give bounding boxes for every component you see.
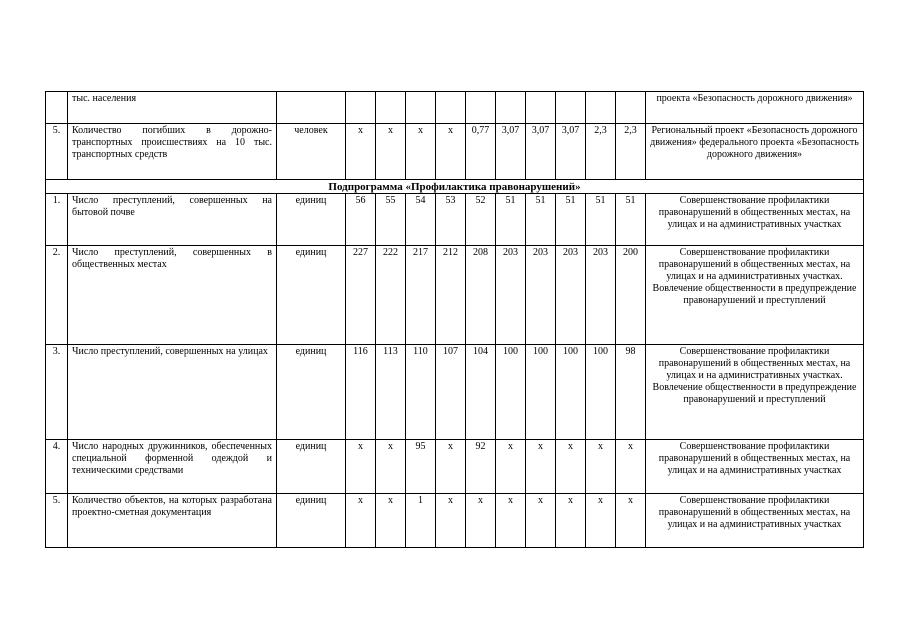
value-cell: х xyxy=(496,440,526,494)
value-cell: 203 xyxy=(586,246,616,345)
indicator-name-cell: Количество объектов, на которых разработана проектно-сметная документация xyxy=(68,494,277,548)
source-cell: Совершенствование профилактики правонарушений в общественных местах, на улицах и на административных участках. Вовлечение общественности в предупреждение правонарушений и преступлений xyxy=(646,246,864,345)
row-number-cell: 1. xyxy=(46,194,68,246)
row-number-cell: 5. xyxy=(46,124,68,180)
value-cell: 222 xyxy=(376,246,406,345)
value-cell xyxy=(526,92,556,124)
value-cell: х xyxy=(376,124,406,180)
indicator-name-cell: тыс. населения xyxy=(68,92,277,124)
value-cell: 113 xyxy=(376,345,406,440)
value-cell: х xyxy=(556,494,586,548)
value-cell: х xyxy=(466,494,496,548)
unit-cell: единиц xyxy=(277,246,346,345)
value-cell: 227 xyxy=(346,246,376,345)
value-cell: 107 xyxy=(436,345,466,440)
value-cell: х xyxy=(616,494,646,548)
value-cell: 217 xyxy=(406,246,436,345)
value-cell: 2,3 xyxy=(586,124,616,180)
value-cell xyxy=(346,92,376,124)
value-cell: 200 xyxy=(616,246,646,345)
value-cell xyxy=(406,92,436,124)
indicators-table xyxy=(45,91,864,548)
value-cell: х xyxy=(436,124,466,180)
value-cell: х xyxy=(376,494,406,548)
table-row xyxy=(46,194,864,246)
value-cell: 203 xyxy=(526,246,556,345)
value-cell: 100 xyxy=(526,345,556,440)
value-cell: 116 xyxy=(346,345,376,440)
value-cell: х xyxy=(376,440,406,494)
value-cell: 51 xyxy=(526,194,556,246)
value-cell: 55 xyxy=(376,194,406,246)
row-number-cell: 4. xyxy=(46,440,68,494)
value-cell: х xyxy=(526,440,556,494)
value-cell: х xyxy=(436,494,466,548)
table-row xyxy=(46,345,864,440)
value-cell: 203 xyxy=(496,246,526,345)
value-cell: 54 xyxy=(406,194,436,246)
table-row xyxy=(46,246,864,345)
value-cell: 98 xyxy=(616,345,646,440)
value-cell xyxy=(586,92,616,124)
section-header-row xyxy=(46,180,864,194)
value-cell: х xyxy=(556,440,586,494)
value-cell: 51 xyxy=(496,194,526,246)
table-row xyxy=(46,124,864,180)
value-cell: 100 xyxy=(556,345,586,440)
row-number-cell: 2. xyxy=(46,246,68,345)
value-cell xyxy=(556,92,586,124)
value-cell: 100 xyxy=(586,345,616,440)
table-body xyxy=(46,92,864,548)
unit-cell: единиц xyxy=(277,494,346,548)
value-cell: 2,3 xyxy=(616,124,646,180)
value-cell: 92 xyxy=(466,440,496,494)
value-cell: х xyxy=(526,494,556,548)
value-cell xyxy=(466,92,496,124)
indicator-name-cell: Количество погибших в дорожно-транспортных происшествиях на 10 тыс. транспортных средств xyxy=(68,124,277,180)
value-cell xyxy=(436,92,466,124)
value-cell: х xyxy=(346,494,376,548)
row-number-cell xyxy=(46,92,68,124)
value-cell: 1 xyxy=(406,494,436,548)
row-number-cell: 3. xyxy=(46,345,68,440)
value-cell: х xyxy=(346,124,376,180)
value-cell: 208 xyxy=(466,246,496,345)
value-cell: 3,07 xyxy=(496,124,526,180)
value-cell: 56 xyxy=(346,194,376,246)
table-row xyxy=(46,440,864,494)
table-row xyxy=(46,92,864,124)
value-cell: 53 xyxy=(436,194,466,246)
value-cell: 212 xyxy=(436,246,466,345)
unit-cell: единиц xyxy=(277,194,346,246)
value-cell: 110 xyxy=(406,345,436,440)
value-cell: 51 xyxy=(556,194,586,246)
source-cell: Совершенствование профилактики правонарушений в общественных местах, на улицах и на административных участках xyxy=(646,194,864,246)
unit-cell xyxy=(277,92,346,124)
indicator-name-cell: Число преступлений, совершенных на бытовой почве xyxy=(68,194,277,246)
row-number-cell: 5. xyxy=(46,494,68,548)
unit-cell: единиц xyxy=(277,440,346,494)
source-cell: Совершенствование профилактики правонарушений в общественных местах, на улицах и на административных участках xyxy=(646,440,864,494)
value-cell: х xyxy=(436,440,466,494)
value-cell: 203 xyxy=(556,246,586,345)
value-cell: х xyxy=(346,440,376,494)
value-cell: 3,07 xyxy=(526,124,556,180)
value-cell: 51 xyxy=(586,194,616,246)
value-cell: х xyxy=(496,494,526,548)
unit-cell: человек xyxy=(277,124,346,180)
indicator-name-cell: Число народных дружинников, обеспеченных специальной форменной одеждой и техническими средствами xyxy=(68,440,277,494)
value-cell: 3,07 xyxy=(556,124,586,180)
value-cell: 104 xyxy=(466,345,496,440)
source-cell: Региональный проект «Безопасность дорожного движения» федерального проекта «Безопасность дорожного движения» xyxy=(646,124,864,180)
value-cell xyxy=(376,92,406,124)
indicator-name-cell: Число преступлений, совершенных в общественных местах xyxy=(68,246,277,345)
value-cell: х xyxy=(406,124,436,180)
section-title: Подпрограмма «Профилактика правонарушений» xyxy=(46,180,864,194)
source-cell: Совершенствование профилактики правонарушений в общественных местах, на улицах и на административных участках. Вовлечение общественности в предупреждение правонарушений и преступлений xyxy=(646,345,864,440)
table-row xyxy=(46,494,864,548)
value-cell xyxy=(496,92,526,124)
value-cell xyxy=(616,92,646,124)
indicator-name-cell: Число преступлений, совершенных на улицах xyxy=(68,345,277,440)
value-cell: х xyxy=(616,440,646,494)
source-cell: Совершенствование профилактики правонарушений в общественных местах, на улицах и на административных участках xyxy=(646,494,864,548)
unit-cell: единиц xyxy=(277,345,346,440)
value-cell: х xyxy=(586,440,616,494)
value-cell: 52 xyxy=(466,194,496,246)
value-cell: 51 xyxy=(616,194,646,246)
value-cell: 95 xyxy=(406,440,436,494)
value-cell: 0,77 xyxy=(466,124,496,180)
value-cell: 100 xyxy=(496,345,526,440)
source-cell: проекта «Безопасность дорожного движения» xyxy=(646,92,864,124)
value-cell: х xyxy=(586,494,616,548)
